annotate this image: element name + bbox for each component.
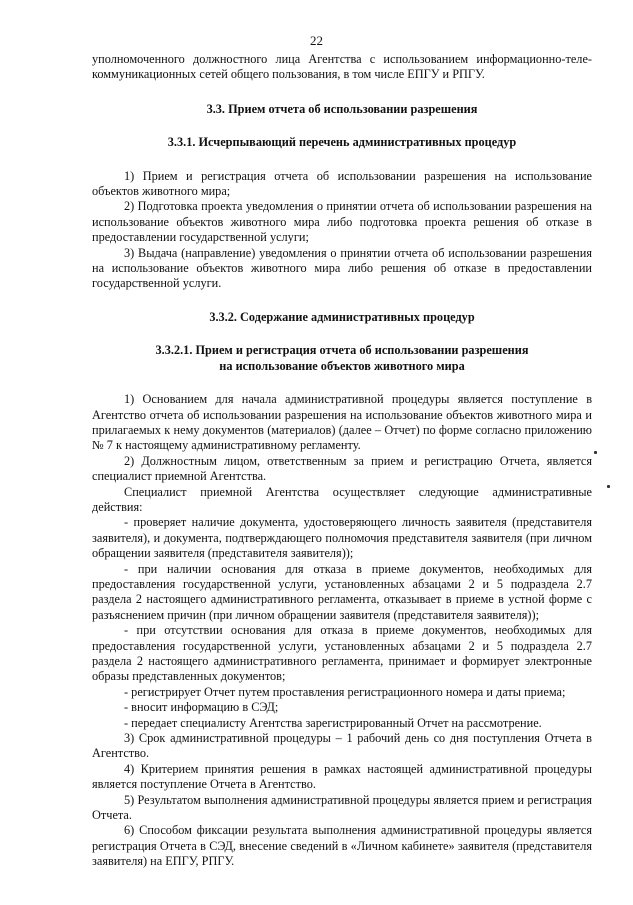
procedure-list-item: 1) Прием и регистрация отчета об использовании разрешения на использование объектов животного мира;: [92, 168, 592, 199]
bullet-paragraph: - регистрирует Отчет путем проставления регистрационного номера и даты приема;: [124, 684, 566, 699]
subsection-2-1-heading-line1: 3.3.2.1. Прием и регистрация отчета об использовании разрешения: [155, 343, 529, 358]
section-heading: 3.3. Прием отчета об использовании разрешения: [206, 101, 478, 116]
body-paragraph: 2) Должностным лицом, ответственным за прием и регистрацию Отчета, является специалист приемной Агентства.: [92, 453, 592, 484]
body-paragraph: 4) Критерием принятия решения в рамках настоящей административной процедуры является поступление Отчета в Агентство.: [92, 761, 592, 792]
subsection-1-heading: 3.3.1. Исчерпывающий перечень административных процедур: [167, 135, 517, 150]
subsection-2-1-heading: [92, 343, 592, 374]
intro-paragraph: уполномоченного должностного лица Агентства с использованием информационно-теле-коммуникационных сетей общего пользования, в том числе ЕПГУ и РПГУ.: [92, 52, 592, 82]
bullet-paragraph: - при наличии основания для отказа в приеме документов, необходимых для предоставления государственной услуги, установленных абзацами 2 и 5 подраздела 2.7 раздела 2 настоящего административного регламента, отказывает в приеме в устной форме с разъяснением причин (при личном обращении заявителя (представителя заявителя));: [92, 561, 592, 622]
document-body: [92, 52, 592, 870]
scan-artifact: [594, 451, 597, 454]
body-paragraph: 5) Результатом выполнения административной процедуры является прием и регистрация Отчета.: [92, 792, 592, 823]
page-number: 22: [310, 33, 323, 48]
procedure-list-item: 2) Подготовка проекта уведомления о принятии отчета об использовании разрешения на использование объектов животного мира либо подготовка проекта решения об отказе в предоставлении государственной услуги;: [92, 199, 592, 245]
body-paragraph: Специалист приемной Агентства осуществляет следующие административные действия:: [92, 484, 592, 514]
scan-artifact: [607, 485, 610, 488]
bullet-paragraph: - при отсутствии основания для отказа в приеме документов, необходимых для предоставления государственной услуги, установленных абзацами 2 и 5 подраздела 2.7 раздела 2 настоящего административного регламента, принимает и формирует электронные образы представленных документов;: [92, 623, 592, 684]
bullet-paragraph: - вносит информацию в СЭД;: [124, 700, 279, 715]
subsection-2-heading: 3.3.2. Содержание административных процедур: [209, 309, 475, 324]
body-paragraph: 6) Способом фиксации результата выполнения административной процедуры является регистрация Отчета в СЭД, внесение сведений в «Личном кабинете» заявителя (представителя заявителя) на ЕПГУ, РПГУ.: [92, 823, 592, 869]
bullet-paragraph: - передает специалисту Агентства зарегистрированный Отчет на рассмотрение.: [124, 715, 542, 730]
procedure-list-item: 3) Выдача (направление) уведомления о принятии отчета об использовании разрешения на использование объектов животного мира либо решения об отказе в предоставлении государственной услуги.: [92, 245, 592, 291]
body-paragraph: 1) Основанием для начала административной процедуры является поступление в Агентство отчета об использовании разрешения на использование объектов животного мира и прилагаемых к нему документов (материалов) (далее – Отчет) по форме согласно приложению № 7 к настоящему административному регламенту.: [92, 392, 592, 453]
subsection-2-1-heading-line2: на использование объектов животного мира: [219, 358, 465, 373]
bullet-paragraph: - проверяет наличие документа, удостоверяющего личность заявителя (представителя заявителя), и документа, подтверждающего полномочия представителя заявителя (при личном обращении заявителя (представителя заявителя));: [92, 515, 592, 561]
body-paragraph: 3) Срок административной процедуры – 1 рабочий день со дня поступления Отчета в Агентство.: [92, 731, 592, 761]
